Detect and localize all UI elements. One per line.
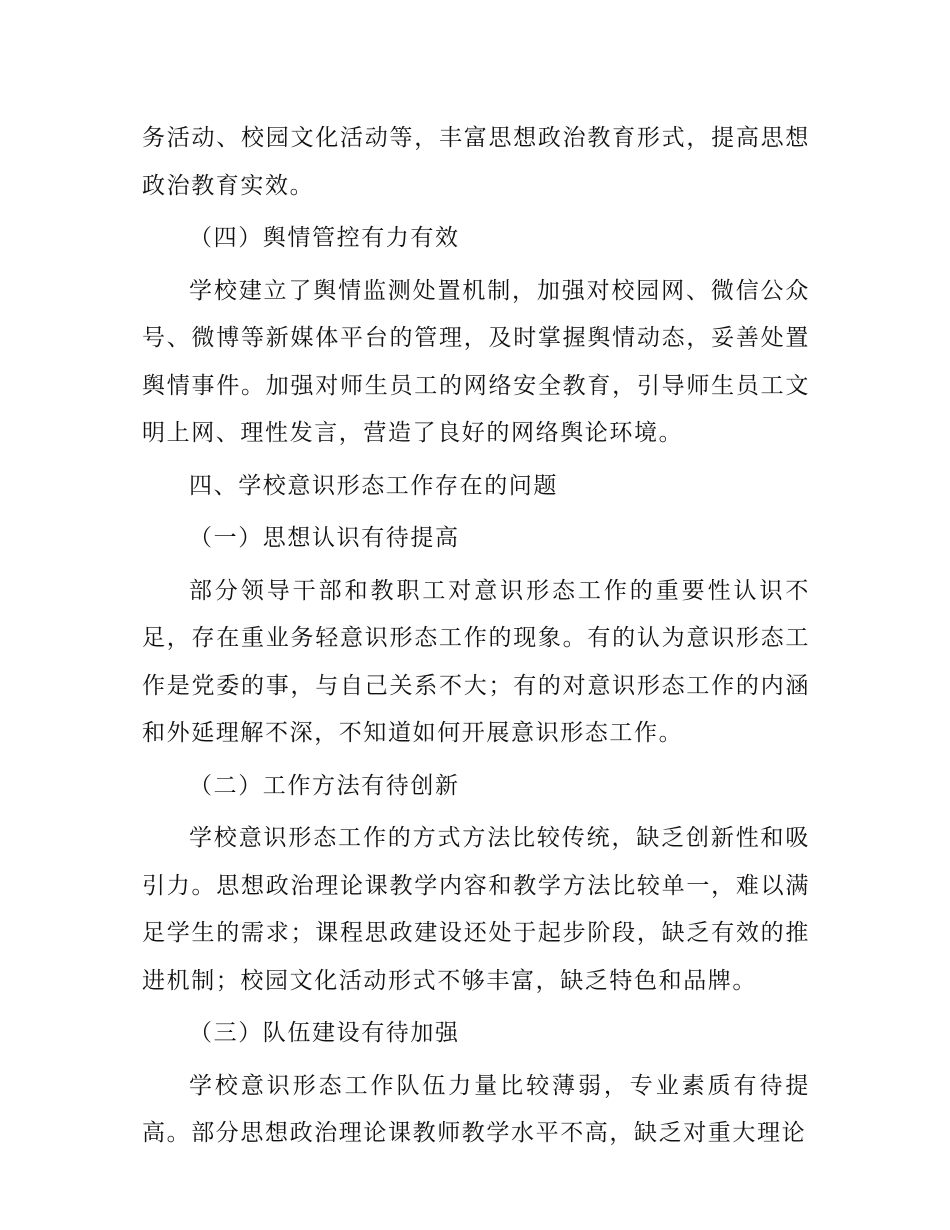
subheading-awareness: （一）思想认识有待提高 — [189, 525, 460, 551]
paragraph-public-opinion: 学校建立了舆情监测处置机制，加强对校园网、微信公众号、微博等新媒体平台的管理，及时掌握舆情动态，妥善处置舆情事件。加强对师生员工的网络安全教育，引导师生员工文明上网、理性发言，营造了良好的网络舆论环境。 — [142, 277, 810, 446]
subheading-methods: （二）工作方法有待创新 — [189, 772, 460, 799]
subheading-public-opinion: （四）舆情管控有力有效 — [189, 225, 460, 251]
document-body — [142, 115, 810, 1158]
paragraph-team: 学校意识形态工作队伍力量比较薄弱，专业素质有待提高。部分思想政治理论课教师教学水平不高，缺乏对重大理论 — [142, 1072, 810, 1146]
section-heading-problems: 四、学校意识形态工作存在的问题 — [189, 472, 558, 499]
subheading-team: （三）队伍建设有待加强 — [189, 1020, 460, 1046]
paragraph-methods: 学校意识形态工作的方式方法比较传统，缺乏创新性和吸引力。思想政治理论课教学内容和教学方法比较单一，难以满足学生的需求；课程思政建设还处于起步阶段，缺乏有效的推进机制；校园文化活动形式不够丰富，缺乏特色和品牌。 — [142, 825, 810, 994]
paragraph-awareness: 部分领导干部和教职工对意识形态工作的重要性认识不足，存在重业务轻意识形态工作的现象。有的认为意识形态工作是党委的事，与自己关系不大；有的对意识形态工作的内涵和外延理解不深，不知道如何开展意识形态工作。 — [142, 577, 810, 746]
paragraph-continuation: 务活动、校园文化活动等，丰富思想政治教育形式，提高思想政治教育实效。 — [142, 125, 810, 199]
